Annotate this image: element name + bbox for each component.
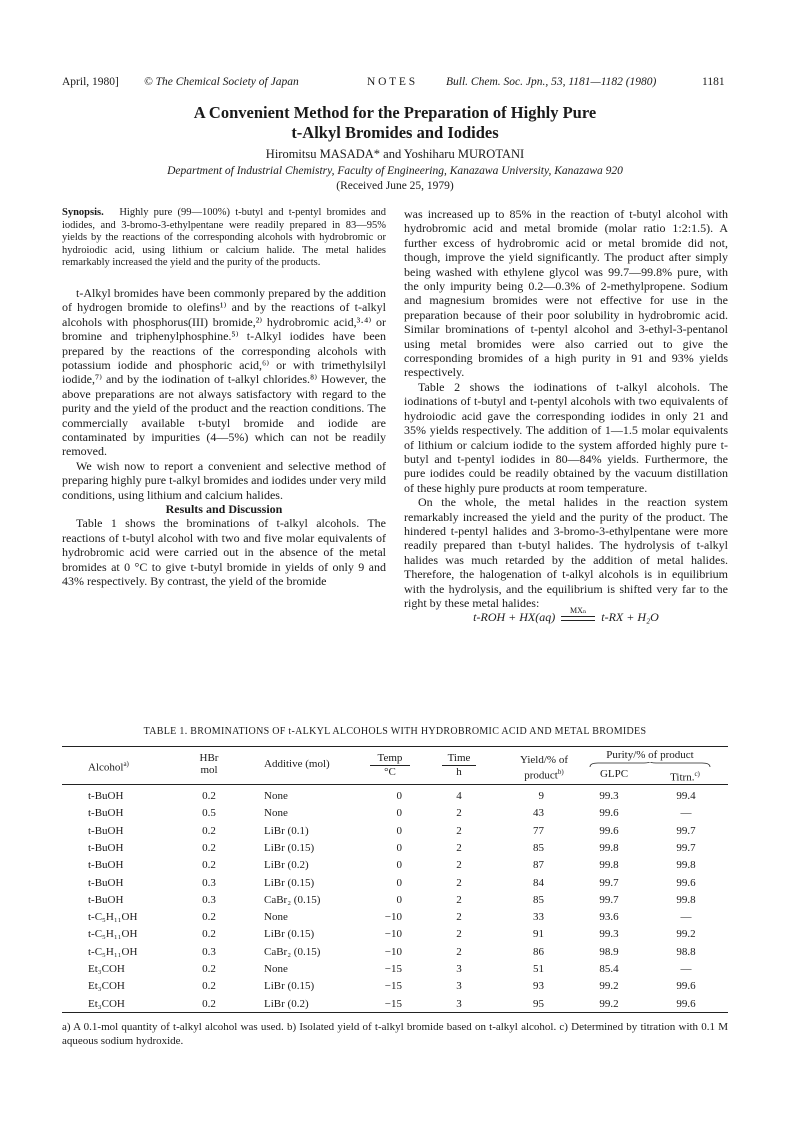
cell-hbr: 0.2	[202, 997, 216, 1010]
table-row	[62, 946, 728, 958]
cell-glpc: 99.6	[599, 824, 619, 837]
cell-additive: LiBr (0.15)	[264, 980, 315, 993]
col-header-purity: Purity/% of product	[606, 749, 694, 761]
cell-additive: CaBr₂ (0.15)	[264, 945, 321, 958]
table-row	[62, 998, 728, 1010]
synopsis-text: Highly pure (99—100%) t-butyl and t-pentyl bromides and iodides, and 3-bromo-3-ethylpentane were readily prepared in 83—95% yields by the reactions of the corresponding alcohols with hydrobromic or hydroiodic acid, using lithium or calcium halide. The metal halides remarkably increased the yield and the purity of the products.	[62, 207, 387, 269]
cell-additive: LiBr (0.15)	[264, 928, 315, 941]
cell-yield: 77	[533, 824, 544, 837]
table-row	[62, 911, 728, 923]
cell-hbr: 0.2	[202, 980, 216, 993]
received-date: (Received June 25, 1979)	[336, 180, 454, 192]
col-header-time: Time h	[442, 752, 476, 778]
equation-left: t-ROH + HX(aq)	[473, 610, 556, 625]
cell-hbr: 0.2	[202, 911, 216, 924]
cell-additive: LiBr (0.15)	[264, 876, 315, 889]
table-row	[62, 807, 728, 819]
table-row	[62, 842, 728, 854]
cell-glpc: 99.3	[599, 790, 619, 802]
cell-hbr: 0.2	[202, 859, 216, 872]
cell-additive: None	[264, 790, 288, 802]
cell-time: 2	[456, 824, 462, 837]
table-row	[62, 877, 728, 889]
cell-alcohol: t-BuOH	[88, 807, 124, 820]
cell-titrn: —	[680, 911, 692, 924]
paragraph-discussion: On the whole, the metal halides in the reaction system remarkably increased the yield and the purity of the product. The hindered t-pentyl halides and 3-bromo-3-ethylpentane were more readily prepared than t-butyl halides. The hydrolysis of t-alkyl halides was much retarded by the addition of metal halides. Therefore, the halogenation of t-alkyl alcohols is in equilibrium with the hydrolysis, and the equilibrium is shifted very far to the right by these metal halides:	[404, 495, 728, 610]
cell-yield: 87	[533, 859, 544, 872]
col-header-glpc: GLPC	[599, 768, 629, 780]
col-header-hbr: HBr mol	[199, 752, 219, 776]
cell-temp: 0	[396, 876, 402, 889]
affiliation: Department of Industrial Chemistry, Faculty of Engineering, Kanazawa University, Kanazawa 920	[167, 165, 623, 177]
cell-yield: 93	[533, 980, 544, 993]
equilibrium-arrow-icon	[561, 605, 595, 626]
cell-alcohol: t-C₅H₁₁OH	[88, 928, 138, 941]
cell-titrn: —	[680, 963, 692, 975]
cell-alcohol: Et₃COH	[88, 997, 125, 1010]
cell-alcohol: Et₃COH	[88, 963, 125, 975]
running-header	[62, 76, 728, 92]
synopsis	[62, 207, 386, 270]
paragraph-bromination: was increased up to 85% in the reaction of t-butyl alcohol with hydrobromic acid and metal bromide (molar ratio 1:2:1.5). A further excess of hydrobromic acid or metal bromide did not, though, improve the yield significantly. The product after simply being washed with ethylene glycol was 99.7—99.8% pure, with the only impurity being 0.2—0.3% of 2-methylpropene. Sodium and magnesium bromides were not effective for use in the preparation because of their poor solubility in hydrobromic acid. Similar brominations of t-pentyl alcohol and 3-ethyl-3-pentanol using metal bromides were also carried out to give the corresponding bromides of a high purity in 91 and 93% yields respectively.	[404, 207, 728, 380]
cell-titrn: 99.7	[676, 841, 696, 854]
table-caption: TABLE 1. BROMINATIONS OF t-ALKYL ALCOHOLS WITH HYDROBROMIC ACID AND METAL BROMIDES	[143, 726, 647, 737]
section-heading: Results and Discussion	[165, 502, 283, 517]
article-title	[62, 103, 728, 143]
header-copyright: © The Chemical Society of Japan	[144, 76, 299, 88]
cell-temp: 0	[396, 807, 402, 820]
cell-yield: 85	[533, 841, 544, 854]
cell-glpc: 99.7	[599, 876, 619, 889]
cell-yield: 33	[533, 911, 544, 924]
cell-titrn: 99.6	[676, 980, 696, 993]
col-header-temp: Temp °C	[370, 752, 410, 778]
table-row	[62, 963, 728, 975]
cell-time: 2	[456, 807, 462, 820]
cell-time: 3	[456, 997, 462, 1010]
cell-time: 2	[456, 859, 462, 872]
table-row	[62, 894, 728, 906]
cell-hbr: 0.5	[202, 807, 216, 820]
title-line-1: A Convenient Method for the Preparation of Highly Pure	[193, 103, 597, 122]
cell-time: 2	[456, 876, 462, 889]
table-header-rule	[62, 784, 728, 785]
left-column	[62, 207, 386, 589]
cell-yield: 51	[533, 963, 544, 975]
cell-yield: 95	[533, 997, 544, 1010]
cell-hbr: 0.3	[202, 876, 216, 889]
cell-yield: 43	[533, 807, 544, 820]
arrow-label: MXₙ	[570, 605, 587, 615]
header-section: N O T E S	[367, 76, 416, 88]
cell-additive: LiBr (0.2)	[264, 997, 309, 1010]
cell-alcohol: t-BuOH	[88, 824, 124, 837]
cell-alcohol: t-BuOH	[88, 876, 124, 889]
cell-hbr: 0.3	[202, 893, 216, 906]
paragraph-intro: t-Alkyl bromides have been commonly prepared by the addition of hydrogen bromide to olefins¹⁾ and by the reactions of t-alkyl alcohols with phosphorus(III) bromide,²⁾ hydrobromic acid,³·⁴⁾ or bromine and triphenylphosphine.⁵⁾ t-Alkyl iodides have been prepared by the reactions of the corresponding alcohols with potassium iodide and phosphoric acid,⁶⁾ or with trimethylsilyl iodide,⁷⁾ and by the iodination of t-alkyl chlorides.⁸⁾ However, the above preparations are not always satisfactory with regard to the purity and the yield of the product and the reaction conditions. The commercially available t-butyl bromide and iodide are contaminated by impurities (4—5%) which can not be readily removed.	[62, 285, 386, 459]
cell-temp: 0	[396, 893, 402, 906]
paragraph-iodination: Table 2 shows the iodinations of t-alkyl alcohols. The iodinations of t-butyl and t-pentyl alcohols with two equivalents of hydroiodic acid gave the corresponding iodides in only 21 and 35% yields respectively. The addition of 1—1.5 molar equivalents of lithium or calcium iodide to the system afforded highly pure t-butyl and t-pentyl iodides in 80—84% yields. Furthermore, the pure iodides could be readily obtained by the vacuum distillation of these highly pure products at room temperature.	[404, 379, 728, 495]
header-journal: Bull. Chem. Soc. Jpn., 53, 1181—1182 (1980)	[446, 76, 657, 88]
cell-alcohol: Et₃COH	[88, 980, 125, 993]
table-top-rule	[62, 746, 728, 747]
cell-alcohol: t-C₅H₁₁OH	[88, 911, 138, 924]
cell-glpc: 99.6	[599, 807, 619, 820]
equilibrium-equation	[404, 605, 728, 625]
cell-temp: −15	[384, 980, 402, 993]
cell-additive: LiBr (0.15)	[264, 841, 315, 854]
cell-titrn: 99.2	[676, 928, 696, 941]
cell-glpc: 99.2	[599, 997, 619, 1010]
col-header-additive: Additive (mol)	[264, 758, 330, 770]
table-row	[62, 859, 728, 871]
cell-temp: −10	[384, 928, 402, 941]
cell-yield: 84	[533, 876, 544, 889]
cell-alcohol: t-BuOH	[88, 859, 124, 872]
cell-glpc: 99.8	[599, 859, 619, 872]
cell-titrn: 98.8	[676, 945, 696, 958]
cell-hbr: 0.2	[202, 841, 216, 854]
table-footnote: a) A 0.1-mol quantity of t-alkyl alcohol was used. b) Isolated yield of t-alkyl bromide based on t-alkyl alcohol. c) Determined by titration with 0.1 M aqueous sodium hydroxide.	[62, 1021, 728, 1047]
col-header-yield: Yield/% of product$^{b)}$	[520, 754, 568, 782]
cell-glpc: 85.4	[599, 963, 619, 975]
cell-yield: 85	[533, 893, 544, 906]
cell-additive: None	[264, 963, 288, 975]
cell-yield: 91	[533, 928, 544, 941]
cell-time: 2	[456, 893, 462, 906]
cell-titrn: 99.7	[676, 824, 696, 837]
paragraph-aim: We wish now to report a convenient and selective method of preparing highly pure t-alkyl bromides and iodides under very mild conditions, using lithium and calcium halides.	[62, 458, 386, 502]
table-row	[62, 790, 728, 802]
col-header-titrn: Titrn.$^{c)}$	[670, 770, 700, 784]
cell-yield: 9	[538, 790, 544, 802]
cell-glpc: 93.6	[599, 911, 619, 924]
synopsis-label: Synopsis.	[62, 207, 104, 218]
cell-additive: CaBr₂ (0.15)	[264, 893, 321, 906]
cell-titrn: 99.8	[676, 893, 696, 906]
cell-alcohol: t-BuOH	[88, 893, 124, 906]
cell-hbr: 0.2	[202, 928, 216, 941]
cell-titrn: 99.6	[676, 876, 696, 889]
header-date: April, 1980]	[62, 76, 119, 88]
cell-temp: −10	[384, 911, 402, 924]
equation-right: t-RX + H₂O	[601, 610, 659, 625]
cell-time: 2	[456, 928, 462, 941]
cell-temp: 0	[396, 841, 402, 854]
cell-titrn: 99.6	[676, 997, 696, 1010]
cell-additive: LiBr (0.1)	[264, 824, 309, 837]
cell-titrn: —	[680, 807, 692, 820]
cell-additive: LiBr (0.2)	[264, 859, 309, 872]
cell-time: 2	[456, 911, 462, 924]
col-header-alcohol: Alcohol$^{a)}$	[88, 760, 129, 774]
cell-additive: None	[264, 911, 288, 924]
cell-time: 4	[456, 790, 462, 802]
authors: Hiromitsu MASADA* and Yoshiharu MUROTANI	[265, 147, 525, 161]
cell-temp: −10	[384, 945, 402, 958]
cell-temp: 0	[396, 824, 402, 837]
table-bottom-rule	[62, 1012, 728, 1013]
paragraph-results: Table 1 shows the brominations of t-alkyl alcohols. The reactions of t-butyl alcohol with two and five molar equivalents of hydrobromic acid were carried out in the absence of the metal bromides at 0 °C to give t-butyl bromide in yields of only 9 and 43% respectively. By contrast, the yield of the bromide	[62, 516, 386, 589]
cell-glpc: 99.2	[599, 980, 619, 993]
cell-temp: 0	[396, 790, 402, 802]
cell-titrn: 99.8	[676, 859, 696, 872]
cell-time: 3	[456, 980, 462, 993]
table-row	[62, 928, 728, 940]
cell-hbr: 0.2	[202, 963, 216, 975]
cell-glpc: 98.9	[599, 945, 619, 958]
right-column	[404, 207, 728, 626]
cell-glpc: 99.8	[599, 841, 619, 854]
header-page-number: 1181	[702, 76, 725, 88]
cell-additive: None	[264, 807, 288, 820]
cell-hbr: 0.2	[202, 790, 216, 802]
cell-hbr: 0.2	[202, 824, 216, 837]
cell-temp: −15	[384, 963, 402, 975]
cell-alcohol: t-BuOH	[88, 841, 124, 854]
table-row	[62, 980, 728, 992]
cell-glpc: 99.7	[599, 893, 619, 906]
cell-alcohol: t-BuOH	[88, 790, 124, 802]
cell-temp: −15	[384, 997, 402, 1010]
table-row	[62, 825, 728, 837]
cell-glpc: 99.3	[599, 928, 619, 941]
cell-temp: 0	[396, 859, 402, 872]
title-line-2: t-Alkyl Bromides and Iodides	[291, 123, 499, 142]
cell-alcohol: t-C₅H₁₁OH	[88, 945, 138, 958]
cell-time: 2	[456, 945, 462, 958]
cell-titrn: 99.4	[676, 790, 696, 802]
cell-yield: 86	[533, 945, 544, 958]
cell-time: 2	[456, 841, 462, 854]
cell-hbr: 0.3	[202, 945, 216, 958]
cell-time: 3	[456, 963, 462, 975]
